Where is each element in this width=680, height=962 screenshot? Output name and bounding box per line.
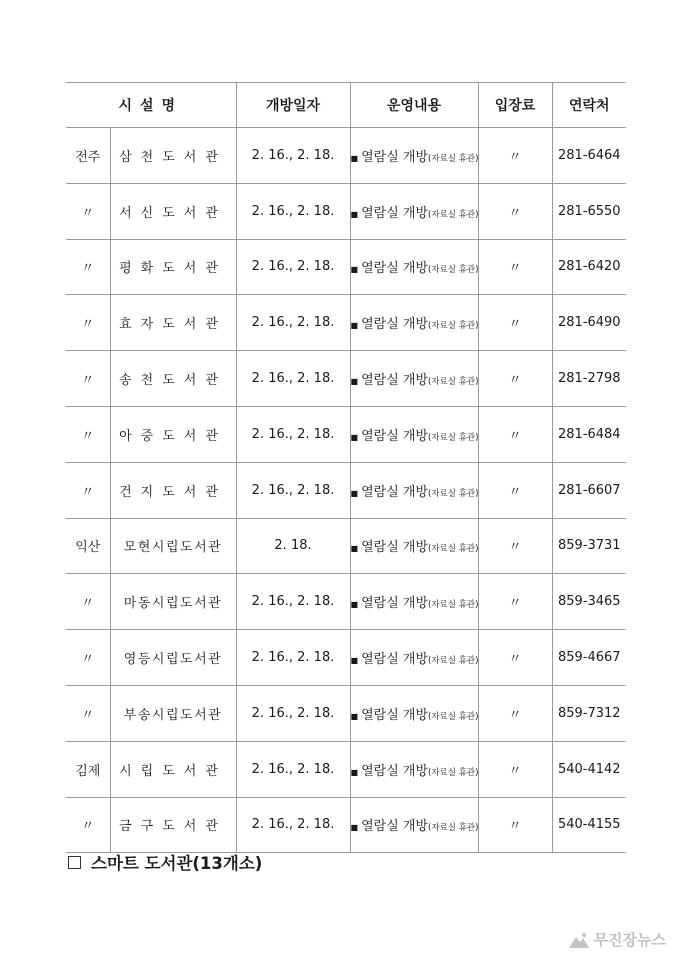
table-row	[66, 630, 626, 686]
contact-cell: 859-4667	[552, 630, 626, 686]
operation-note: (자료실 휴관)	[428, 600, 479, 611]
open-date-cell: 2. 16., 2. 18.	[236, 630, 350, 686]
operation-main: 열람실 개방	[361, 149, 429, 165]
operation-cell	[350, 239, 478, 295]
operation-note: (자료실 휴관)	[428, 432, 479, 443]
open-date-cell: 2. 16., 2. 18.	[236, 351, 350, 407]
facility-name-cell: 서신도서관	[110, 183, 236, 239]
facility-name-cell: 아중도서관	[110, 406, 236, 462]
open-date-cell: 2. 18.	[236, 518, 350, 574]
region-cell: 〃	[66, 797, 110, 853]
operation-main: 열람실 개방	[361, 317, 429, 333]
facility-name-cell: 마동시립도서관	[110, 574, 236, 630]
square-bullet-icon: ■	[350, 265, 359, 275]
fee-cell: 〃	[478, 462, 552, 518]
table-row	[66, 518, 626, 574]
operation-note: (자료실 휴관)	[428, 711, 479, 722]
contact-cell: 540-4142	[552, 741, 626, 797]
operation-main: 열람실 개방	[361, 428, 429, 444]
square-bullet-icon: ■	[350, 544, 359, 554]
facility-name-cell: 시립도서관	[110, 741, 236, 797]
operation-main: 열람실 개방	[361, 763, 429, 779]
contact-cell: 281-6464	[552, 128, 626, 184]
operation-note: (자료실 휴관)	[428, 544, 479, 555]
table-row	[66, 574, 626, 630]
table-row	[66, 239, 626, 295]
section-title: 스마트 도서관(13개소)	[91, 854, 263, 873]
square-bullet-icon: ■	[350, 153, 359, 163]
table-row	[66, 797, 626, 853]
operation-note: (자료실 휴관)	[428, 153, 479, 164]
operation-main: 열람실 개방	[361, 596, 429, 612]
square-bullet-icon: ■	[350, 377, 359, 387]
region-cell: 전주	[66, 128, 110, 184]
table-header-row	[66, 83, 626, 128]
fee-cell: 〃	[478, 183, 552, 239]
fee-cell: 〃	[478, 630, 552, 686]
operation-cell	[350, 351, 478, 407]
header-open-date: 개방일자	[236, 83, 350, 128]
contact-cell: 540-4155	[552, 797, 626, 853]
contact-cell: 281-6550	[552, 183, 626, 239]
operation-cell	[350, 183, 478, 239]
mountain-logo-icon	[568, 931, 590, 949]
region-cell: 〃	[66, 574, 110, 630]
square-bullet-icon: ■	[350, 767, 359, 777]
facility-name-cell: 모현시립도서관	[110, 518, 236, 574]
facility-name-cell: 부송시립도서관	[110, 685, 236, 741]
fee-cell: 〃	[478, 741, 552, 797]
contact-cell: 281-6490	[552, 295, 626, 351]
operation-main: 열람실 개방	[361, 652, 429, 668]
contact-cell: 859-7312	[552, 685, 626, 741]
operation-main: 열람실 개방	[361, 373, 429, 389]
operation-note: (자료실 휴관)	[428, 488, 479, 499]
fee-cell: 〃	[478, 128, 552, 184]
table-row	[66, 741, 626, 797]
header-fee: 입장료	[478, 83, 552, 128]
region-cell: 〃	[66, 183, 110, 239]
operation-cell	[350, 741, 478, 797]
fee-cell: 〃	[478, 685, 552, 741]
fee-cell: 〃	[478, 239, 552, 295]
square-bullet-icon: ■	[350, 432, 359, 442]
fee-cell: 〃	[478, 797, 552, 853]
operation-cell	[350, 685, 478, 741]
open-date-cell: 2. 16., 2. 18.	[236, 183, 350, 239]
table-row	[66, 128, 626, 184]
operation-cell	[350, 462, 478, 518]
operation-cell	[350, 518, 478, 574]
open-date-cell: 2. 16., 2. 18.	[236, 295, 350, 351]
region-cell: 〃	[66, 406, 110, 462]
watermark-text: 무진장뉴스	[593, 931, 666, 949]
table-row	[66, 462, 626, 518]
library-schedule-table	[66, 82, 626, 853]
operation-main: 열람실 개방	[361, 261, 429, 277]
open-date-cell: 2. 16., 2. 18.	[236, 685, 350, 741]
operation-note: (자료실 휴관)	[428, 377, 479, 388]
fee-cell: 〃	[478, 295, 552, 351]
operation-cell	[350, 406, 478, 462]
square-bullet-icon: ■	[350, 656, 359, 666]
contact-cell: 281-6484	[552, 406, 626, 462]
operation-cell	[350, 295, 478, 351]
facility-name-cell: 평화도서관	[110, 239, 236, 295]
square-bullet-icon: ■	[350, 209, 359, 219]
fee-cell: 〃	[478, 406, 552, 462]
region-cell: 김제	[66, 741, 110, 797]
header-operation: 운영내용	[350, 83, 478, 128]
operation-note: (자료실 휴관)	[428, 321, 479, 332]
contact-cell: 281-2798	[552, 351, 626, 407]
operation-note: (자료실 휴관)	[428, 265, 479, 276]
square-bullet-icon: ■	[350, 321, 359, 331]
facility-name-cell: 건지도서관	[110, 462, 236, 518]
square-bullet-icon: ■	[350, 711, 359, 721]
header-contact: 연락처	[552, 83, 626, 128]
operation-main: 열람실 개방	[361, 819, 429, 835]
facility-name-cell: 금구도서관	[110, 797, 236, 853]
operation-cell	[350, 630, 478, 686]
open-date-cell: 2. 16., 2. 18.	[236, 574, 350, 630]
facility-name-cell: 효자도서관	[110, 295, 236, 351]
operation-main: 열람실 개방	[361, 205, 429, 221]
watermark	[568, 929, 666, 950]
smart-library-section-heading	[68, 850, 262, 874]
operation-note: (자료실 휴관)	[428, 823, 479, 834]
contact-cell: 859-3731	[552, 518, 626, 574]
operation-cell	[350, 128, 478, 184]
fee-cell: 〃	[478, 351, 552, 407]
operation-main: 열람실 개방	[361, 484, 429, 500]
open-date-cell: 2. 16., 2. 18.	[236, 239, 350, 295]
open-date-cell: 2. 16., 2. 18.	[236, 462, 350, 518]
region-cell: 익산	[66, 518, 110, 574]
region-cell: 〃	[66, 462, 110, 518]
operation-note: (자료실 휴관)	[428, 656, 479, 667]
square-bullet-icon: ■	[350, 600, 359, 610]
contact-cell: 281-6607	[552, 462, 626, 518]
open-date-cell: 2. 16., 2. 18.	[236, 797, 350, 853]
region-cell: 〃	[66, 295, 110, 351]
operation-main: 열람실 개방	[361, 707, 429, 723]
header-facility: 시설명	[66, 83, 236, 128]
operation-main: 열람실 개방	[361, 540, 429, 556]
operation-note: (자료실 휴관)	[428, 767, 479, 778]
square-bullet-icon: ■	[350, 488, 359, 498]
fee-cell: 〃	[478, 574, 552, 630]
region-cell: 〃	[66, 351, 110, 407]
open-date-cell: 2. 16., 2. 18.	[236, 406, 350, 462]
table-row	[66, 685, 626, 741]
facility-name-cell: 삼천도서관	[110, 128, 236, 184]
table-row	[66, 351, 626, 407]
region-cell: 〃	[66, 239, 110, 295]
contact-cell: 281-6420	[552, 239, 626, 295]
table-row	[66, 295, 626, 351]
region-cell: 〃	[66, 630, 110, 686]
operation-cell	[350, 574, 478, 630]
operation-note: (자료실 휴관)	[428, 209, 479, 220]
operation-cell	[350, 797, 478, 853]
table-row	[66, 406, 626, 462]
fee-cell: 〃	[478, 518, 552, 574]
table-row	[66, 183, 626, 239]
open-date-cell: 2. 16., 2. 18.	[236, 128, 350, 184]
facility-name-cell: 송천도서관	[110, 351, 236, 407]
facility-name-cell: 영등시립도서관	[110, 630, 236, 686]
empty-square-icon	[68, 856, 81, 869]
contact-cell: 859-3465	[552, 574, 626, 630]
region-cell: 〃	[66, 685, 110, 741]
open-date-cell: 2. 16., 2. 18.	[236, 741, 350, 797]
square-bullet-icon: ■	[350, 823, 359, 833]
